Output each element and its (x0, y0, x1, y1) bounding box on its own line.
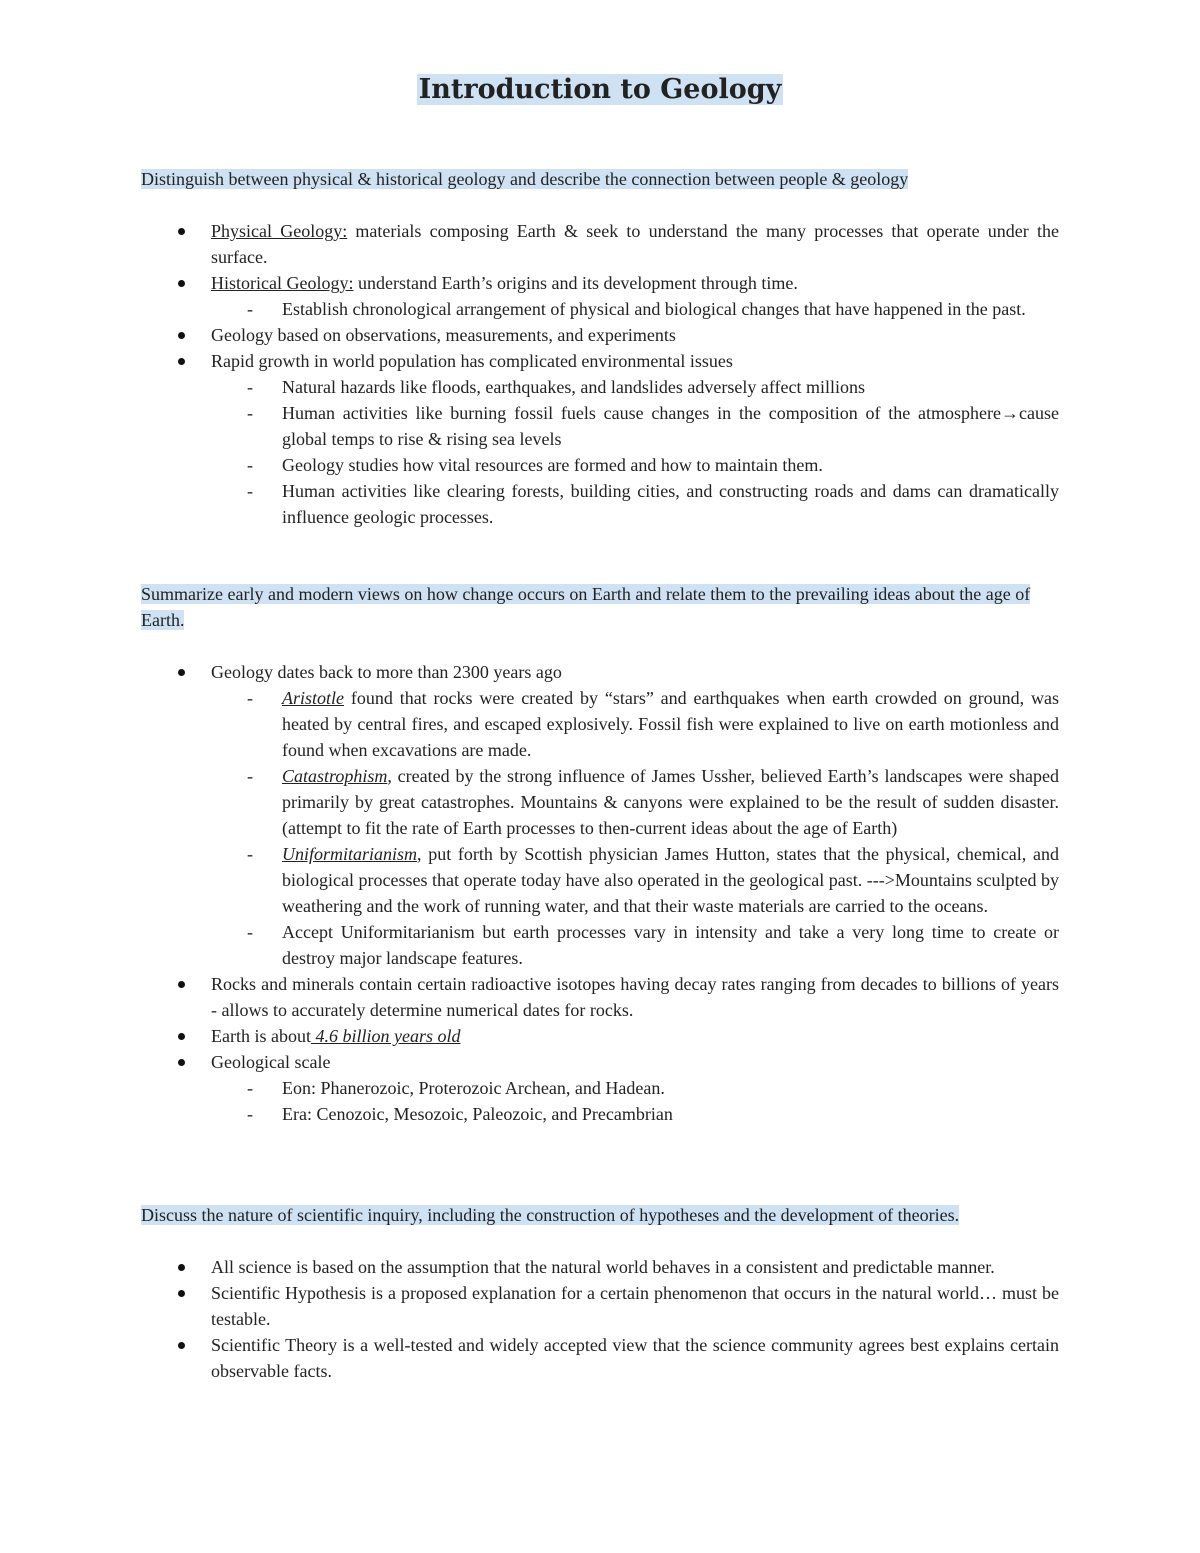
term: Aristotle (282, 688, 344, 708)
sub-list-item: - Geology studies how vital resources are formed and how to maintain them. (211, 452, 1059, 478)
sub-list-item: - Catastrophism, created by the strong influence of James Ussher, believed Earth’s landscapes were shaped primarily by great catastrophes. Mountains & canyons were explained to be the result of sudden disaster. (attempt to fit the rate of Earth processes to then-current ideas about the age of Earth) (211, 763, 1059, 841)
section-heading: Summarize early and modern views on how change occurs on Earth and relate them to the prevailing ideas about the age of Earth. (141, 584, 1031, 630)
sub-list (211, 374, 1059, 530)
list-item: Earth is about 4.6 billion years old (141, 1023, 1059, 1049)
sub-list-item: - Era: Cenozoic, Mesozoic, Paleozoic, and Precambrian (211, 1101, 1059, 1127)
term: 4.6 billion years old (310, 1026, 461, 1046)
sub-list-item: - Establish chronological arrangement of physical and biological changes that have happened in the past. (211, 296, 1059, 322)
sub-list (211, 296, 1059, 322)
bullet-list (141, 218, 1059, 530)
term: Physical Geology: (211, 221, 348, 241)
list-item: Historical Geology: understand Earth’s origins and its development through time. - Establish chronological arrangement of physical and biological changes that have happened in the past. (141, 270, 1059, 322)
list-item: Geology dates back to more than 2300 years ago - Aristotle found that rocks were created by “stars” and earthquakes when earth crowded on ground, was heated by central fires, and escaped explosively. Fossil fish were explained to live on earth motionless and found when excavations are made. - Catastrophism, created by the strong influence of James Ussher, believed Earth’s landscapes were shaped primarily by great catastrophes. Mountains & canyons were explained to be the result of sudden disaster. (attempt to fit the rate of Earth processes to then-current ideas about the age of Earth) - Uniformitarianism, put forth by Scottish physician James Hutton, states that the physical, chemical, and biological processes that operate today have also operated in the geological past. --->Mountains sculpted by weathering and the work of running water, and that their waste materials are carried to the oceans. - Accept Uniformitarianism but earth processes vary in intensity and take a very long time to create or destroy major landscape features. (141, 659, 1059, 971)
page-title: Introduction to Geology (418, 74, 782, 105)
section-views-on-change (141, 581, 1059, 1127)
list-item: Physical Geology: materials composing Earth & seek to understand the many processes that operate under the surface. (141, 218, 1059, 270)
sub-list-item: - Aristotle found that rocks were created by “stars” and earthquakes when earth crowded on ground, was heated by central fires, and escaped explosively. Fossil fish were explained to live on earth motionless and found when excavations are made. (211, 685, 1059, 763)
term: Catastrophism (282, 766, 388, 786)
sub-list-item: - Natural hazards like floods, earthquakes, and landslides adversely affect millions (211, 374, 1059, 400)
bullet-list (141, 659, 1059, 1127)
sub-list-item: - Eon: Phanerozoic, Proterozoic Archean, and Hadean. (211, 1075, 1059, 1101)
list-item: Rapid growth in world population has complicated environmental issues - Natural hazards like floods, earthquakes, and landslides adversely affect millions - Human activities like burning fossil fuels cause changes in the composition of the atmosphere→cause global temps to rise & rising sea levels - Geology studies how vital resources are formed and how to maintain them. - Human activities like clearing forests, building cities, and constructing roads and dams can dramatically influence geologic processes. (141, 348, 1059, 530)
term: Uniformitarianism (282, 844, 418, 864)
section-physical-historical (141, 166, 1059, 530)
term: Historical Geology: (211, 273, 354, 293)
sub-list-item: - Accept Uniformitarianism but earth processes vary in intensity and take a very long time to create or destroy major landscape features. (211, 919, 1059, 971)
list-item: All science is based on the assumption that the natural world behaves in a consistent and predictable manner. (141, 1254, 1059, 1280)
list-item: Rocks and minerals contain certain radioactive isotopes having decay rates ranging from decades to billions of years - allows to accurately determine numerical dates for rocks. (141, 971, 1059, 1023)
section-scientific-inquiry (141, 1202, 1059, 1384)
sub-list (211, 685, 1059, 971)
sub-list-item: - Human activities like clearing forests, building cities, and constructing roads and dams can dramatically influence geologic processes. (211, 478, 1059, 530)
sub-list-item: - Human activities like burning fossil fuels cause changes in the composition of the atmosphere→cause global temps to rise & rising sea levels (211, 400, 1059, 452)
list-item: Scientific Theory is a well-tested and widely accepted view that the science community agrees best explains certain observable facts. (141, 1332, 1059, 1384)
section-heading: Distinguish between physical & historical geology and describe the connection between people & geology (141, 169, 909, 189)
bullet-list (141, 1254, 1059, 1384)
list-item: Scientific Hypothesis is a proposed explanation for a certain phenomenon that occurs in the natural world… must be testable. (141, 1280, 1059, 1332)
list-item: Geological scale - Eon: Phanerozoic, Proterozoic Archean, and Hadean. - Era: Cenozoic, Mesozoic, Paleozoic, and Precambrian (141, 1049, 1059, 1127)
list-item: Geology based on observations, measurements, and experiments (141, 322, 1059, 348)
sub-list (211, 1075, 1059, 1127)
section-heading: Discuss the nature of scientific inquiry, including the construction of hypotheses and the development of theories. (141, 1205, 960, 1225)
sub-list-item: - Uniformitarianism, put forth by Scottish physician James Hutton, states that the physical, chemical, and biological processes that operate today have also operated in the geological past. --->Mountains sculpted by weathering and the work of running water, and that their waste materials are carried to the oceans. (211, 841, 1059, 919)
